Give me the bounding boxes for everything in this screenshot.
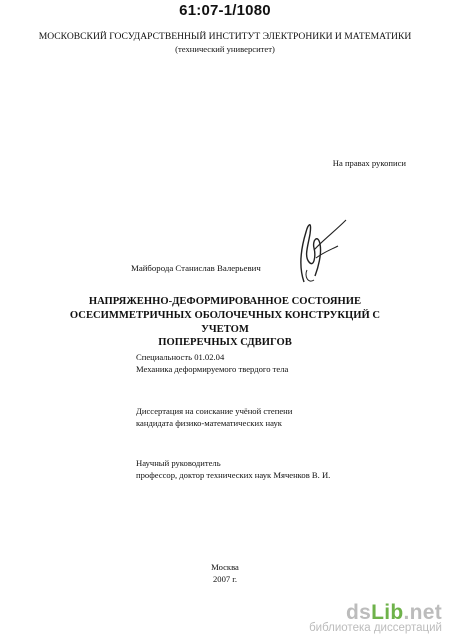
institute-subtitle: (технический университет) <box>175 44 275 54</box>
specialty-block <box>136 351 288 375</box>
institute-name: МОСКОВСКИЙ ГОСУДАРСТВЕННЫЙ ИНСТИТУТ ЭЛЕКТРОНИКИ И МАТЕМАТИКИ <box>38 31 412 42</box>
title-line: НАПРЯЖЕННО-ДЕФОРМИРОВАННОЕ СОСТОЯНИЕ <box>88 296 362 307</box>
specialty-name: Механика деформируемого твердого тела <box>136 364 289 374</box>
logo-accent: Lib <box>371 601 404 624</box>
watermark <box>309 601 442 634</box>
logo-prefix: ds <box>345 601 372 624</box>
degree-block <box>136 405 292 429</box>
advisor-label: Научный руководитель <box>136 458 221 468</box>
degree-line: кандидата физико-математических наук <box>136 418 282 428</box>
advisor-name: профессор, доктор технических наук Мяченков В. И. <box>136 470 331 480</box>
year: 2007 г. <box>212 574 238 584</box>
degree-line: Диссертация на соискание учёной степени <box>136 406 293 416</box>
title-line: ОСЕСИММЕТРИЧНЫХ ОБОЛОЧЕЧНЫХ КОНСТРУКЦИЙ С УЧЕТОМ <box>69 309 381 335</box>
dissertation-title <box>50 295 400 350</box>
signature-image <box>268 210 358 290</box>
specialty-code: Специальность 01.02.04 <box>136 352 225 362</box>
logo-suffix: .net <box>403 601 442 624</box>
rights-notice: На правах рукописи <box>332 158 406 168</box>
watermark-caption: библиотека диссертаций <box>309 622 442 634</box>
author-name: Майборода Станислав Валерьевич <box>131 263 261 273</box>
advisor-block <box>136 457 330 481</box>
city: Москва <box>211 562 239 572</box>
title-line: ПОПЕРЕЧНЫХ СДВИГОВ <box>158 337 292 349</box>
archive-stamp: 61:07-1/1080 <box>179 2 271 19</box>
place-year-block <box>0 561 450 585</box>
